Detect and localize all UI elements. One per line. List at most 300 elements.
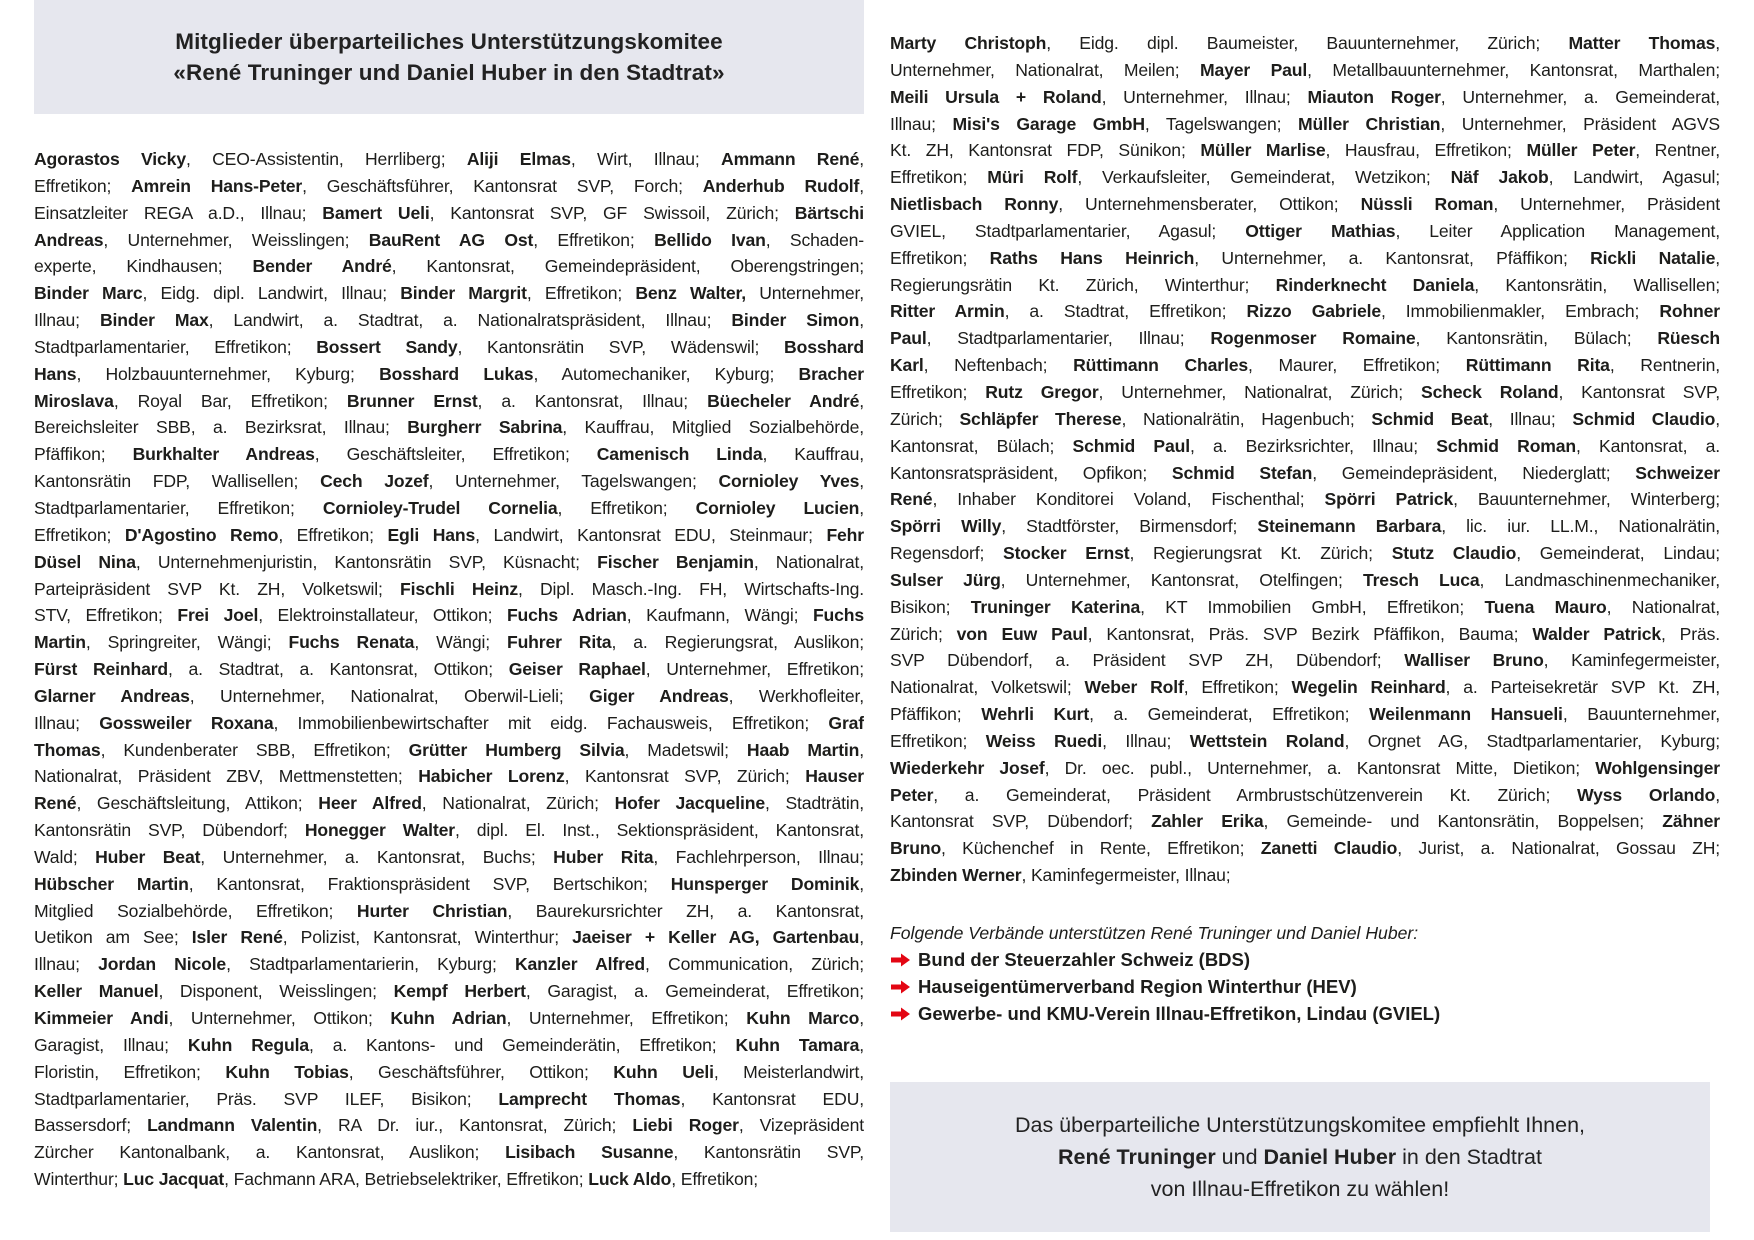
member-details: , Effretikon; [533,229,655,250]
member-text-line [34,1112,864,1139]
member-name: Schmid Claudio [1572,408,1716,429]
member-details: , Effretikon; [278,524,388,545]
member-details: Stadtparlamentarier, Effretikon; [34,336,317,357]
member-details: , Geschäftsleitung, Attikon; [76,793,319,814]
member-details: , Effretikon; [526,283,636,304]
member-text-line [890,460,1720,487]
member-name: Binder Simon [731,310,860,331]
member-name: René [890,489,933,510]
member-details: , [859,390,864,411]
member-details: , a. Gemeinderat, Effretikon; [1089,704,1370,725]
member-text-line [34,898,864,925]
member-name: Cornioley Lucien [695,497,860,518]
member-name: Bosshard Lukas [379,363,534,384]
member-details: , Springreiter, Wängi; [85,632,289,653]
member-details: , Rentner, [1635,140,1720,161]
recommendation-line-1: Das überparteiliche Unterstützungskomitee empfiehlt Ihnen, [1014,1113,1586,1137]
right-column [890,30,1720,1201]
member-text-line [34,576,864,603]
member-text-line [34,1005,864,1032]
member-text-line [890,755,1720,782]
member-text-line [890,137,1720,164]
member-name: Näf Jakob [1450,167,1549,188]
member-details: Illnau; [34,954,99,975]
member-name: Bracher [798,363,864,384]
member-name: Kuhn Regula [187,1034,309,1055]
member-text-line [34,441,864,468]
member-details: , Unternehmer, Ottikon; [168,1008,391,1028]
member-details: , Kantonsrätin SVP, Wädenswil; [457,336,785,357]
left-column [34,0,864,1193]
member-details: Kantonsrat, Bülach; [890,435,1073,456]
member-details: Regierungsrätin Kt. Zürich, Winterthur; [890,274,1276,295]
member-details: , a. Kantons- und Gemeinderätin, Effretikon; [308,1034,736,1055]
member-details: , Kantonsrätin, Wallisellen; [1474,274,1720,295]
member-name: Anderhub Rudolf [702,175,860,196]
member-text-line [890,298,1720,325]
member-details: Kantonsrätin SVP, Dübendorf; [34,820,305,841]
member-name: Heer Alfred [318,793,422,814]
member-text-line [890,835,1720,862]
member-name: Hofer Jacqueline [614,793,765,814]
member-details: Einsatzleiter REGA a.D., Illnau; [34,202,323,223]
member-details: , Vizepräsident [738,1115,864,1136]
member-name: Agorastos Vicky [34,149,186,169]
member-text-line [34,361,864,388]
member-details: , Elektroinstallateur, Ottikon; [258,605,507,626]
member-name: Kimmeier Andi [34,1008,169,1028]
member-details: Bisikon; [890,596,971,617]
member-name: Hans [34,363,77,384]
member-text-line [890,30,1720,57]
member-text-line [890,594,1720,621]
member-name: Graf [828,712,864,733]
member-text-line [34,173,864,200]
member-details: Kantonsrätin FDP, Wallisellen; [34,471,321,492]
member-name: Brunner Ernst [346,390,478,411]
member-name: Ottiger Mathias [1245,220,1396,241]
member-details: Effretikon; [890,730,986,751]
member-name: Kuhn Tobias [225,1061,349,1082]
member-details: , Meisterlandwirt, [713,1061,864,1082]
member-text-line [34,737,864,764]
member-text-line [890,352,1720,379]
member-name: Honegger Walter [304,820,455,841]
member-details: Illnau; [34,310,100,331]
member-name: Rogenmoser Romaine [1210,328,1416,349]
member-name: Sulser Jürg [890,569,1001,590]
member-details: Effretikon; [890,247,990,268]
member-details: , [859,739,864,760]
member-details: Uetikon am See; [34,927,192,948]
member-name: Spörri Patrick [1324,489,1454,510]
member-text-line [890,111,1720,138]
member-details: , KT Immobilien GmbH, Effretikon; [1140,596,1485,617]
member-details: , Landwirt, Kantonsrat EDU, Steinmaur; [475,524,827,545]
member-text-line [890,728,1720,755]
member-name: Ritter Armin [890,301,1005,322]
member-text-line [34,951,864,978]
member-text-line [34,495,864,522]
member-details: Parteipräsident SVP Kt. ZH, Volketswil; [34,578,400,599]
member-name: Raths Hans Heinrich [989,247,1195,268]
member-details: , [859,149,864,169]
member-details: Illnau; [890,113,953,134]
member-name: Wohlgensinger [1595,757,1720,778]
member-name: Jaeiser + Keller AG, Gartenbau [572,927,860,948]
member-name: Rizzo Gabriele [1246,301,1381,322]
member-details: , Kaminfegermeister, Illnau; [1021,865,1231,886]
member-details: , Kantonsrat SVP, GF Swissoil, Zürich; [429,202,795,223]
member-text-line [890,540,1720,567]
member-details: , Kaminfegermeister, [1543,650,1720,671]
member-details: , Werkhofleiter, [728,685,864,706]
member-name: Lisibach Susanne [505,1142,674,1163]
member-name: Binder Marc [34,283,143,304]
member-name: Karl [890,355,924,376]
member-details: Illnau; [34,712,100,733]
member-details: Winterthur; [34,1169,124,1190]
red-arrow-right-icon [890,1007,912,1021]
member-name: Peter [890,784,934,805]
member-details: , Unternehmer, Illnau; [1101,86,1308,107]
member-name: Grütter Humberg Silvia [408,739,625,760]
member-name: Kuhn Marco [746,1008,860,1028]
member-text-line [890,647,1720,674]
recommendation-line-2-end: in den Stadtrat [1396,1145,1542,1169]
member-text-line [34,790,864,817]
member-name: Kuhn Tamara [735,1034,860,1055]
member-details: Zürcher Kantonalbank, a. Kantonsrat, Auslikon; [34,1142,506,1163]
member-details: , Polizist, Kantonsrat, Winterthur; [282,927,573,948]
member-details: , Regierungsrat Kt. Zürich; [1129,543,1392,564]
member-name: Wiederkehr Josef [890,757,1045,778]
member-name: Amrein Hans-Peter [131,175,303,196]
member-details: , Unternehmer, a. Gemeinderat, [1440,86,1720,107]
member-details: , Holzbauunternehmer, Kyburg; [76,363,380,384]
member-name: Haab Martin [746,739,860,760]
member-details: , Unternehmer, a. Kantonsrat, Pfäffikon; [1194,247,1591,268]
candidate-name-2: Daniel Huber [1263,1145,1397,1169]
member-text-line [34,1086,864,1113]
member-details: , Hausfrau, Effretikon; [1325,140,1527,161]
member-text-line [34,817,864,844]
member-details: , Stadtparlamentarierin, Kyburg; [226,954,515,975]
member-name: Schmid Beat [1371,408,1489,429]
associations-intro: Folgende Verbände unterstützen René Truninger und Daniel Huber: [890,923,1419,943]
member-text-line [34,280,864,307]
member-details: , Kauffrau, [762,444,864,465]
member-details: Bassersdorf; [34,1115,148,1136]
member-details: , Unternehmer, Nationalrat, Oberwil-Lieli; [189,685,590,706]
member-text-line [34,683,864,710]
member-details: Effretikon; [890,381,986,402]
member-name: Liebi Roger [632,1115,739,1136]
member-name: Rüttimann Rita [1465,355,1610,376]
member-details: Stadtparlamentarier, Präs. SVP ILEF, Bisikon; [34,1088,499,1109]
member-name: Tresch Luca [1362,569,1480,590]
member-details: Effretikon; [890,167,988,188]
member-text-line [890,621,1720,648]
member-name: Wettstein Roland [1189,730,1345,751]
member-name: Binder Margrit [400,283,527,304]
member-details: , Landwirt, a. Stadtrat, a. Nationalratspräsident, Illnau; [208,310,732,331]
member-name: Gossweiler Roxana [99,712,274,733]
member-name: BauRent AG Ost [368,229,534,250]
member-details: , [859,873,864,894]
member-text-line [890,862,1720,889]
member-text-line [34,602,864,629]
member-details: , Effretikon; [557,497,696,518]
member-text-line [34,763,864,790]
member-text-line [890,674,1720,701]
member-details: , Royal Bar, Effretikon; [113,390,347,411]
member-text-line [34,924,864,951]
recommendation-line-3: von Illnau-Effretikon zu wählen! [1150,1177,1450,1201]
member-details: , Nationalrätin, Hagenbuch; [1121,408,1372,429]
member-details: Nationalrat, Volketswil; [890,677,1085,698]
member-details: , Communication, Zürich; [645,954,864,975]
member-details: GVIEL, Stadtparlamentarier, Agasul; [890,220,1246,241]
member-name: Tuena Mauro [1484,596,1607,617]
member-name: Stutz Claudio [1391,543,1517,564]
member-details: , Unternehmer, Präsident [1493,194,1720,215]
member-text-line [890,164,1720,191]
member-name: Weber Rolf [1084,677,1184,698]
member-name: Nüssli Roman [1360,194,1494,215]
member-name: Meili Ursula + Roland [890,86,1102,107]
member-details: , Präs. [1661,623,1720,644]
member-name: Fürst Reinhard [34,659,169,680]
member-name: Giger Andreas [589,685,729,706]
member-details: , Dr. oec. publ., Unternehmer, a. Kantonsrat Mitte, Dietikon; [1044,757,1596,778]
member-details: , Immobilienbewirtschafter mit eidg. Fachausweis, Effretikon; [273,712,829,733]
member-name: Schläpfer Therese [959,408,1122,429]
member-details: Stadtparlamentarier, Effretikon; [34,497,323,518]
member-name: Walder Patrick [1532,623,1661,644]
member-name: Rutz Gregor [985,381,1099,402]
member-name: Kanzler Alfred [514,954,646,975]
member-text-line [34,522,864,549]
member-name: Büecheler André [707,390,860,411]
member-name: Rinderknecht Daniela [1275,274,1475,295]
member-text-line [890,513,1720,540]
member-details: Garagist, Illnau; [34,1034,188,1055]
title-box [34,0,864,114]
member-details: , Stadträtin, [764,793,864,814]
member-details: , Metallbauunternehmer, Kantonsrat, Marthalen; [1307,59,1720,80]
member-details: , Kantonsrätin SVP, [673,1142,864,1163]
member-details: , Eidg. dipl. Landwirt, Illnau; [142,283,401,304]
member-details: , [859,175,864,196]
member-text-line [890,433,1720,460]
member-text-line [890,567,1720,594]
member-name: Bamert Ueli [322,202,430,223]
member-details: , Nationalrat, [753,551,864,572]
member-details: , Landwirt, Agasul; [1548,167,1720,188]
member-name: Bärtschi [794,202,864,223]
member-name: Bossert Sandy [316,336,458,357]
member-name: Stocker Ernst [1002,543,1130,564]
member-details: , Madetswil; [624,739,747,760]
member-details: , Geschäftsführer, Kantonsrat SVP, Forch; [302,175,703,196]
member-details: , a. Regierungsrat, Auslikon; [611,632,864,653]
member-name: Marty Christoph [890,33,1047,53]
member-text-line [34,844,864,871]
member-details: , Kantonsrat, Gemeindepräsident, Oberengstringen; [391,256,864,277]
member-name: Camenisch Linda [596,444,763,465]
member-name: Zanetti Claudio [1260,838,1398,859]
member-name: Lamprecht Thomas [498,1088,681,1109]
member-details: , [859,497,864,518]
member-details: , Bauunternehmer, Winterberg; [1453,489,1720,510]
member-details: , Eidg. dipl. Baumeister, Bauunternehmer, Zürich; [1046,33,1569,53]
member-text-line [890,191,1720,218]
association-item [890,1001,1720,1028]
member-name: Geiser Raphael [508,659,646,680]
member-details: , Unternehmenjuristin, Kantonsrätin SVP, Küsnacht; [135,551,598,572]
member-name: Glarner Andreas [34,685,190,706]
member-details: , Nationalrat, Zürich; [421,793,615,814]
member-details: SVP Dübendorf, a. Präsident SVP ZH, Dübendorf; [890,650,1405,671]
member-name: Schmid Paul [1072,435,1190,456]
member-name: Fehr [826,524,864,545]
member-name: Nietlisbach Ronny [890,194,1059,215]
member-details: , Unternehmer, Tagelswangen; [428,471,719,492]
member-name: Misi's Garage GmbH [952,113,1145,134]
member-details: , Tagelswangen; [1144,113,1298,134]
member-name: Rickli Natalie [1590,247,1716,268]
member-text-line [34,414,864,441]
red-arrow-right-icon [890,953,912,967]
member-name: Fischer Benjamin [597,551,754,572]
member-name: Isler René [191,927,283,948]
member-details: , Unternehmer, Effretikon; [645,659,864,680]
member-details: , [859,310,864,331]
member-details: Wald; [34,846,96,867]
member-details: , Unternehmer, Präsident AGVS [1440,113,1720,134]
member-details: , Kantonsrat SVP, Zürich; [564,766,806,787]
member-details: , Unternehmer, Effretikon; [506,1008,747,1028]
member-details: , Illnau; [1102,730,1190,751]
member-name: Rüttimann Charles [1073,355,1248,376]
member-details: , Garagist, a. Gemeinderat, Effretikon; [525,981,864,1002]
member-text-line [34,1139,864,1166]
member-name: Huber Rita [553,846,654,867]
member-details: , Bauunternehmer, [1562,704,1720,725]
member-details: , a. Stadtrat, a. Kantonsrat, Ottikon; [168,659,509,680]
member-text-line [34,656,864,683]
association-name: Hauseigentümerverband Region Winterthur (HEV) [918,975,1357,997]
member-name: Weiss Ruedi [985,730,1103,751]
member-name: Bender André [252,256,392,277]
member-name: Landmann Valentin [147,1115,318,1136]
member-details: , Illnau; [1488,408,1573,429]
member-text-line [34,978,864,1005]
member-name: Habicher Lorenz [418,766,565,787]
member-name: Thomas [34,739,101,760]
member-details: , Küchenchef in Rente, Effretikon; [941,838,1261,859]
member-details: , Kantonsrat, Fraktionspräsident SVP, Bertschikon; [188,873,671,894]
member-details: , a. Parteisekretär SVP Kt. ZH, [1445,677,1720,698]
member-name: Schmid Stefan [1171,462,1313,483]
member-details: , [859,471,864,492]
member-details: , Geschäftsführer, Ottikon; [348,1061,614,1082]
member-details: , a. Stadtrat, Effretikon; [1004,301,1247,322]
member-text-line [890,245,1720,272]
member-details: , Unternehmer, Weisslingen; [103,229,369,250]
member-details: Zürich; [890,623,957,644]
member-name: Schweizer [1635,462,1720,483]
member-text-line [34,307,864,334]
member-name: Fuchs [812,605,864,626]
member-details: , Jurist, a. Nationalrat, Gossau ZH; [1397,838,1720,859]
member-details: , [1715,408,1720,429]
member-name: Scheck Roland [1420,381,1559,402]
member-details: , Kantonsrat SVP, [1558,381,1720,402]
member-details: Pfäffikon; [890,704,982,725]
member-name: Kuhn Adrian [390,1008,507,1028]
member-details: , dipl. El. Inst., Sektionspräsident, Kantonsrat, [454,820,864,841]
member-name: Bosshard [784,336,864,357]
member-details: , lic. iur. LL.M., Nationalrätin, [1441,516,1720,537]
member-name: D'Agostino Remo [124,524,279,545]
member-details: , Unternehmensberater, Ottikon; [1058,194,1361,215]
member-text-line [890,486,1720,513]
member-details: , Gemeinde- und Kantonsrätin, Boppelsen; [1263,811,1663,832]
member-name: Müller Marlise [1200,140,1326,161]
association-name: Gewerbe- und KMU-Verein Illnau-Effretikon, Lindau (GVIEL) [918,1002,1441,1024]
member-details: Unternehmer, [746,283,864,304]
member-name: Aliji Elmas [466,149,571,169]
member-details: Unternehmer, Nationalrat, Meilen; [890,59,1200,80]
member-name: Mayer Paul [1200,59,1308,80]
member-details: Kt. ZH, Kantonsrat FDP, Sünikon; [890,140,1201,161]
member-details: , Fachmann ARA, Betriebselektriker, Effretikon; [224,1169,589,1190]
member-name: Miauton Roger [1307,86,1441,107]
member-name: Benz Walter, [635,283,746,304]
member-details: , a. Bezirksrichter, Illnau; [1189,435,1437,456]
member-details: , RA Dr. iur., Kantonsrat, Zürich; [317,1115,633,1136]
member-details: , Verkaufsleiter, Gemeinderat, Wetzikon; [1077,167,1451,188]
member-details: , Wirt, Illnau; [570,149,722,169]
member-details: , Orgnet AG, Stadtparlamentarier, Kyburg; [1344,730,1720,751]
member-name: Hauser [805,766,864,787]
member-text-line [890,57,1720,84]
member-name: Truninger Katerina [970,596,1141,617]
member-details: Zürich; [890,408,960,429]
member-details: , Unternehmer, a. Kantonsrat, Buchs; [200,846,554,867]
association-name: Bund der Steuerzahler Schweiz (BDS) [918,948,1251,970]
member-name: Hunsperger Dominik [670,873,860,894]
member-name: Wyss Orlando [1577,784,1716,805]
member-name: Keller Manuel [34,981,159,1002]
member-details: , Kundenberater SBB, Effretikon; [100,739,409,760]
member-text-line [34,871,864,898]
member-details: STV, Effretikon; [34,605,178,626]
member-text-line [34,710,864,737]
member-details: , Effretikon; [671,1169,758,1190]
member-details: experte, Kindhausen; [34,256,253,277]
member-list-left [34,146,864,1193]
member-details: , Kantonsrat, Präs. SVP Bezirk Pfäffikon, Bauma; [1087,623,1533,644]
member-details: , a. Gemeinderat, Präsident Armbrustschützenverein Kt. Zürich; [933,784,1577,805]
member-details: , Geschäftsleiter, Effretikon; [314,444,597,465]
member-details: , [859,927,864,948]
member-name: Binder Max [99,310,209,331]
associations-list [890,947,1720,1028]
member-text-line [34,1032,864,1059]
